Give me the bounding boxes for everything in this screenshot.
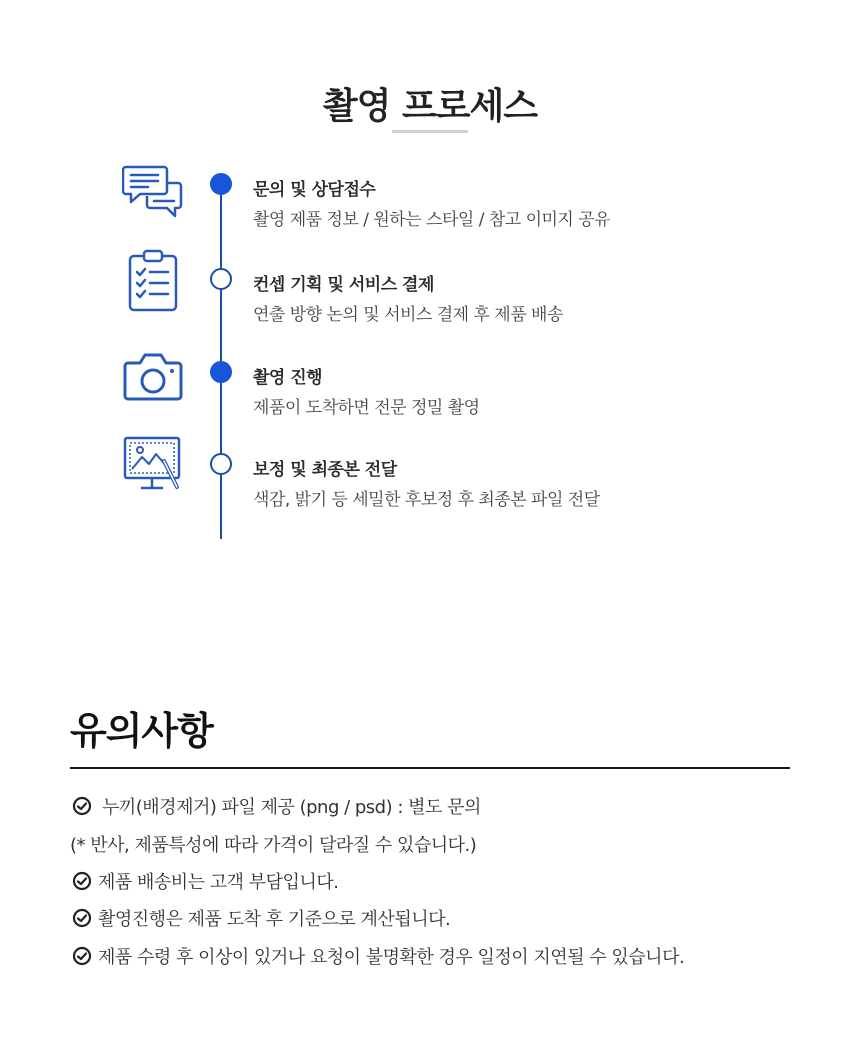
clipboard-checklist-icon xyxy=(122,260,184,320)
chat-bubbles-icon xyxy=(122,165,184,225)
note-item xyxy=(72,868,338,894)
check-circle-icon xyxy=(72,946,92,966)
process-step-concept xyxy=(0,275,860,358)
check-circle-icon xyxy=(72,908,92,928)
note-text: 제품 배송비는 고객 부담입니다. xyxy=(98,872,339,893)
process-step-retouch xyxy=(0,460,860,543)
timeline-dot-filled xyxy=(210,361,232,383)
timeline-dot-filled xyxy=(210,173,232,195)
note-item xyxy=(72,905,450,931)
step-description: 제품이 도착하면 전문 정밀 촬영 xyxy=(253,398,480,418)
step-title: 촬영 진행 xyxy=(253,368,323,388)
note-item xyxy=(72,793,481,819)
step-description: 색감, 밝기 등 세밀한 후보정 후 최종본 파일 전달 xyxy=(253,490,600,510)
note-text: (* 반사, 제품특성에 따라 가격이 달라질 수 있습니다.) xyxy=(70,835,477,856)
note-text: 누끼(배경제거) 파일 제공 (png / psd) : 별도 문의 xyxy=(102,797,481,818)
timeline-dot-hollow xyxy=(210,453,232,475)
step-title: 컨셉 기획 및 서비스 결제 xyxy=(253,275,434,295)
step-description: 촬영 제품 정보 / 원하는 스타일 / 참고 이미지 공유 xyxy=(253,210,611,230)
step-title: 보정 및 최종본 전달 xyxy=(253,460,397,480)
note-text: 제품 수령 후 이상이 있거나 요청이 불명확한 경우 일정이 지연될 수 있습니다. xyxy=(98,947,685,968)
check-circle-icon xyxy=(72,871,92,891)
step-title: 문의 및 상담접수 xyxy=(253,180,376,200)
step-description: 연출 방향 논의 및 서비스 결제 후 제품 배송 xyxy=(253,305,563,325)
check-circle-icon xyxy=(72,796,92,816)
note-item xyxy=(72,943,684,969)
monitor-retouch-icon xyxy=(122,445,184,505)
camera-icon xyxy=(122,353,184,413)
process-title: 촬영 프로세스 xyxy=(322,86,538,127)
notes-title: 유의사항 xyxy=(70,709,213,753)
timeline-dot-hollow xyxy=(210,268,232,290)
title-underline xyxy=(392,130,468,133)
note-text: 촬영진행은 제품 도착 후 기준으로 계산됩니다. xyxy=(98,909,451,930)
note-item xyxy=(70,831,476,857)
notes-divider xyxy=(70,767,790,769)
